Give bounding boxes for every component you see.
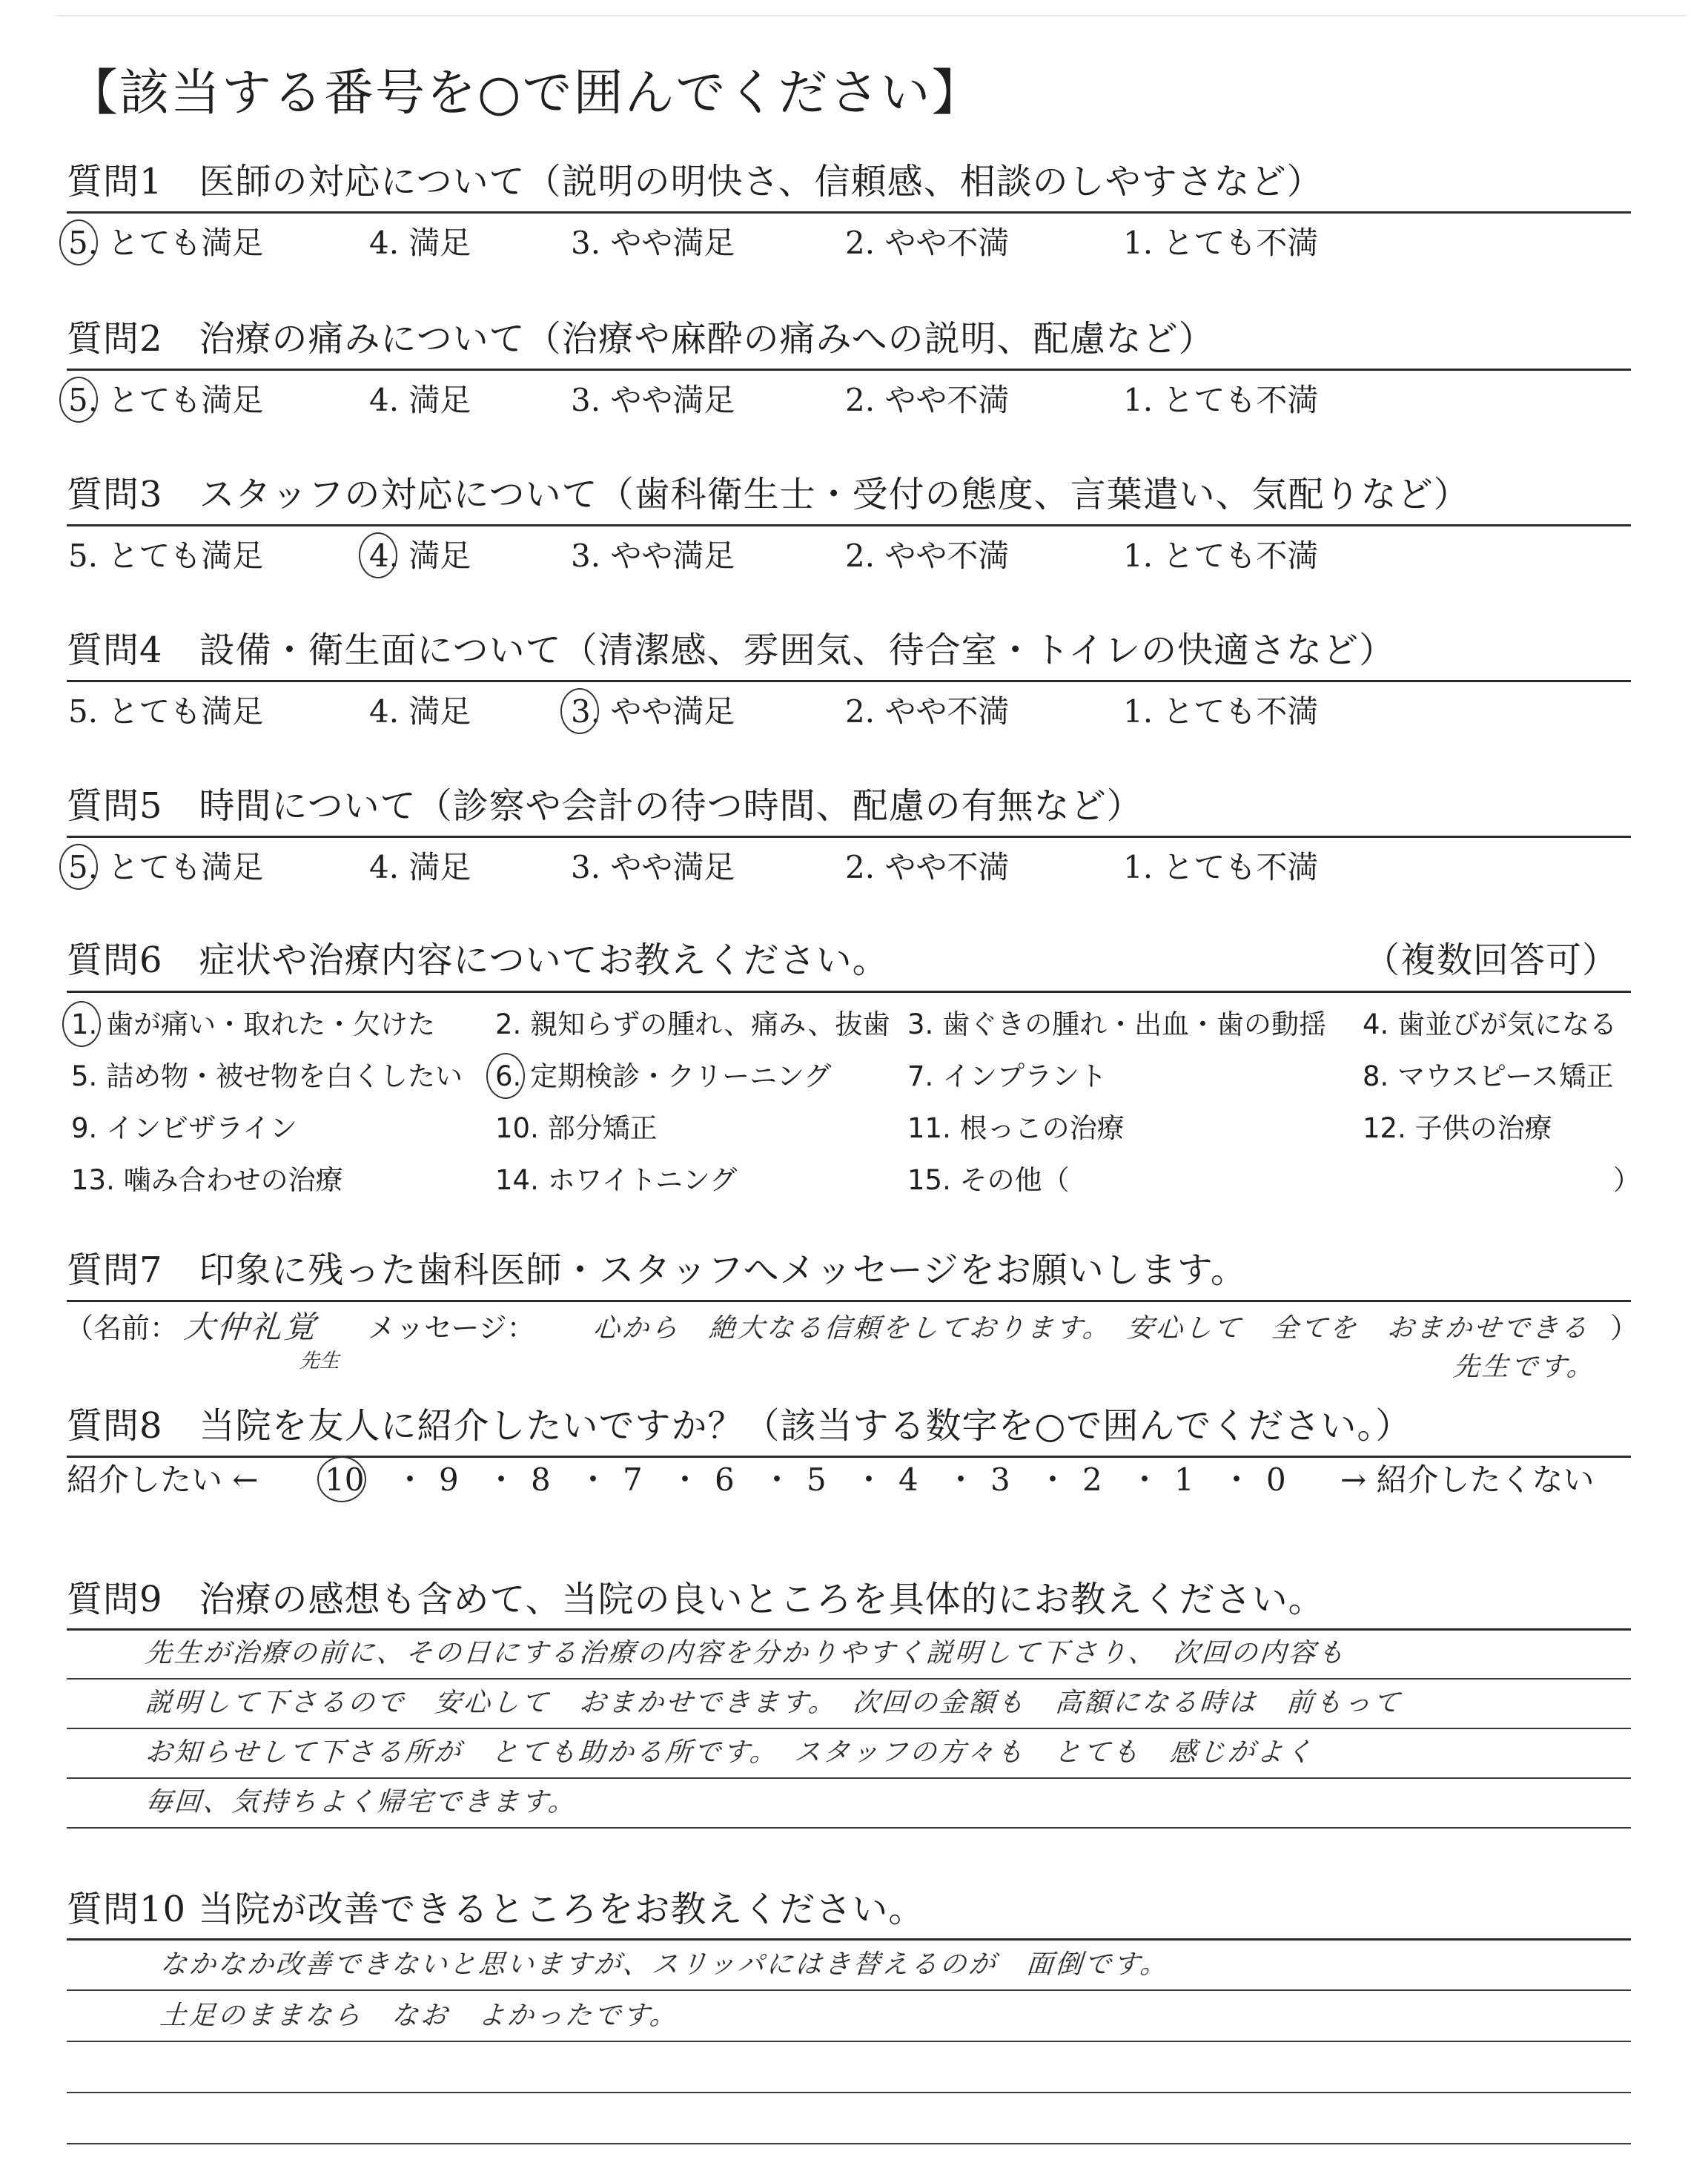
q7-name-suffix: 先生 <box>298 1350 341 1373</box>
q6-option-1[interactable]: 1. 歯が痛い・取れた・欠けた <box>71 1008 436 1040</box>
q6-option-11[interactable]: 11. 根っこの治療 <box>907 1112 1125 1144</box>
question-1-rule <box>67 211 1631 214</box>
q5-option-3[interactable]: 3. やや満足 <box>571 849 735 885</box>
q4-option-1[interactable]: 1. とても不満 <box>1123 693 1319 730</box>
question-4-title: 質問4 設備・衛生面について（清潔感、雰囲気、待合室・トイレの快適さなど） <box>67 630 1396 671</box>
q10-answer-line-2: 土足のままなら なお よかったです。 <box>159 2001 680 2031</box>
q6-option-13[interactable]: 13. 噛み合わせの治療 <box>71 1164 343 1196</box>
question-6-rule <box>67 991 1631 993</box>
q3-option-2[interactable]: 2. やや不満 <box>845 538 1010 574</box>
q7-message-line-2[interactable]: 先生です。 <box>1452 1352 1597 1382</box>
q5-selection-circle <box>59 844 98 890</box>
q2-selection-circle <box>59 377 98 423</box>
question-8-rule <box>67 1456 1631 1458</box>
q1-option-4[interactable]: 4. 満足 <box>369 225 471 261</box>
q8-separator: ・ <box>761 1462 793 1498</box>
q4-selection-circle <box>560 688 599 734</box>
q3-option-3[interactable]: 3. やや満足 <box>571 538 735 574</box>
q5-option-1[interactable]: 1. とても不満 <box>1123 849 1319 885</box>
q8-right-label: → 紹介したくない <box>1340 1462 1595 1498</box>
q4-option-3[interactable]: 3. やや満足 <box>571 693 735 730</box>
q6-option-4[interactable]: 4. 歯並びが気になる <box>1363 1008 1618 1040</box>
q6-option-12[interactable]: 12. 子供の治療 <box>1363 1112 1552 1144</box>
q6-option-9[interactable]: 9. インビザライン <box>71 1112 297 1144</box>
q8-scale-7[interactable]: 7 <box>623 1462 643 1498</box>
question-4-rule <box>67 680 1631 682</box>
question-3-rule <box>67 524 1631 526</box>
q6-option-2[interactable]: 2. 親知らずの腫れ、痛み、抜歯 <box>495 1008 890 1040</box>
q6-selection-circle-1 <box>62 1001 101 1047</box>
q8-scale-6[interactable]: 6 <box>715 1462 735 1498</box>
q8-separator: ・ <box>1129 1462 1161 1498</box>
q9-answer-line-1: 先生が治療の前に、その日にする治療の内容を分かりやすく説明して下さり、 次回の内容も <box>144 1638 1348 1668</box>
q6-option-14[interactable]: 14. ホワイトニング <box>495 1164 738 1196</box>
q9-answer-line-3: お知らせして下さる所が とても助かる所です。 スタッフの方々も とても 感じがよく <box>144 1737 1316 1768</box>
q1-selection-circle <box>59 219 98 265</box>
q8-scale-2[interactable]: 2 <box>1082 1462 1102 1498</box>
form-header: 【該当する番号を○で囲んでください】 <box>68 64 983 122</box>
q8-scale-0[interactable]: 0 <box>1266 1462 1286 1498</box>
q3-option-1[interactable]: 1. とても不満 <box>1123 538 1319 574</box>
q8-scale-9[interactable]: 9 <box>439 1462 459 1498</box>
question-9-rule <box>67 1628 1631 1631</box>
q9-answer-line <box>67 1777 1631 1779</box>
q5-option-5[interactable]: 5. とても満足 <box>68 849 264 885</box>
q6-option-10[interactable]: 10. 部分矯正 <box>495 1112 658 1144</box>
q2-option-5[interactable]: 5. とても満足 <box>68 382 264 418</box>
q4-option-4[interactable]: 4. 満足 <box>369 693 471 730</box>
q8-separator: ・ <box>945 1462 977 1498</box>
q8-separator: ・ <box>486 1462 517 1498</box>
question-5-rule <box>67 836 1631 838</box>
q8-separator: ・ <box>394 1462 426 1498</box>
q6-option-5[interactable]: 5. 詰め物・被せ物を白くしたい <box>71 1060 463 1092</box>
question-10-title: 質問10 当院が改善できるところをお教えください。 <box>67 1889 925 1930</box>
q8-separator: ・ <box>853 1462 885 1498</box>
q6-option-15-close: ） <box>1613 1164 1641 1196</box>
q3-option-5[interactable]: 5. とても満足 <box>68 538 264 574</box>
question-5-title: 質問5 時間について（診察や会計の待つ時間、配慮の有無など） <box>67 785 1143 827</box>
question-1-title: 質問1 医師の対応について（説明の明快さ、信頼感、相談のしやすさなど） <box>67 161 1323 202</box>
question-6-note: （複数回答可） <box>1364 939 1619 981</box>
question-3-title: 質問3 スタッフの対応について（歯科衛生士・受付の態度、言葉遣い、気配りなど） <box>67 474 1470 515</box>
q2-option-2[interactable]: 2. やや不満 <box>845 382 1010 418</box>
q8-scale-5[interactable]: 5 <box>807 1462 827 1498</box>
q10-answer-line <box>67 2041 1631 2042</box>
q6-option-3[interactable]: 3. 歯ぐきの腫れ・出血・歯の動揺 <box>907 1008 1327 1040</box>
q2-option-1[interactable]: 1. とても不満 <box>1123 382 1319 418</box>
q4-option-5[interactable]: 5. とても満足 <box>68 693 264 730</box>
q1-option-2[interactable]: 2. やや不満 <box>845 225 1010 261</box>
q6-option-6[interactable]: 6. 定期検診・クリーニング <box>495 1060 832 1092</box>
q8-scale-4[interactable]: 4 <box>898 1462 918 1498</box>
q4-option-2[interactable]: 2. やや不満 <box>845 693 1010 730</box>
question-7-rule <box>67 1300 1631 1302</box>
q1-option-5[interactable]: 5. とても満足 <box>68 225 264 261</box>
q3-option-4[interactable]: 4. 満足 <box>369 538 471 574</box>
q8-separator: ・ <box>577 1462 609 1498</box>
question-6-title: 質問6 症状や治療内容についてお教えください。 <box>67 939 889 981</box>
q8-scale-1[interactable]: 1 <box>1174 1462 1194 1498</box>
q2-option-4[interactable]: 4. 満足 <box>369 382 471 418</box>
q10-answer-line <box>67 2143 1631 2144</box>
q1-option-3[interactable]: 3. やや満足 <box>571 225 735 261</box>
q8-scale-3[interactable]: 3 <box>990 1462 1010 1498</box>
q8-separator: ・ <box>669 1462 701 1498</box>
q9-answer-line <box>67 1827 1631 1829</box>
question-9-title: 質問9 治療の感想も含めて、当院の良いところを具体的にお教えください。 <box>67 1579 1325 1620</box>
q6-option-8[interactable]: 8. マウスピース矯正 <box>1363 1060 1614 1092</box>
q10-answer-line <box>67 1989 1631 1991</box>
q6-option-7[interactable]: 7. インプラント <box>907 1060 1108 1092</box>
q9-answer-line <box>67 1678 1631 1680</box>
q7-close-paren: ） <box>1610 1312 1639 1344</box>
q10-answer-line-1: なかなか改善できないと思いますが、スリッパにはき替えるのが 面倒です。 <box>159 1949 1171 1980</box>
q7-name-label: （名前： <box>65 1312 179 1344</box>
q8-scale-10[interactable]: 10 <box>325 1462 365 1498</box>
q2-option-3[interactable]: 3. やや満足 <box>571 382 735 418</box>
q3-selection-circle <box>359 532 397 578</box>
q7-message-line-1[interactable]: 心から 絶大なる信頼をしております。 安心して 全てを おまかせできる <box>592 1313 1591 1344</box>
question-8-title: 質問8 当院を友人に紹介したいですか？（該当する数字を○で囲んでください。） <box>67 1405 1412 1447</box>
q8-separator: ・ <box>1221 1462 1253 1498</box>
q5-option-2[interactable]: 2. やや不満 <box>845 849 1010 885</box>
q8-selection-circle <box>317 1456 366 1502</box>
question-7-title: 質問7 印象に残った歯科医師・スタッフへメッセージをお願いします。 <box>67 1249 1247 1291</box>
top-border <box>56 15 1687 16</box>
question-10-rule <box>67 1938 1631 1941</box>
q9-answer-line-4: 毎回、気持ちよく帰宅できます。 <box>144 1787 578 1817</box>
q8-scale-8[interactable]: 8 <box>531 1462 551 1498</box>
q1-option-1[interactable]: 1. とても不満 <box>1123 225 1319 261</box>
q9-answer-line <box>67 1728 1631 1729</box>
question-2-rule <box>67 369 1631 371</box>
q8-separator: ・ <box>1037 1462 1069 1498</box>
q6-option-15[interactable]: 15. その他（ <box>907 1164 1070 1196</box>
q8-left-label: 紹介したい ← <box>67 1462 259 1498</box>
q5-option-4[interactable]: 4. 満足 <box>369 849 471 885</box>
question-2-title: 質問2 治療の痛みについて（治療や麻酔の痛みへの説明、配慮など） <box>67 318 1215 360</box>
q10-answer-line <box>67 2092 1631 2093</box>
q7-message-label: メッセージ： <box>368 1312 535 1344</box>
q9-answer-line-2: 説明して下さるので 安心して おまかせできます。 次回の金額も 高額になる時は 前もって <box>144 1688 1403 1718</box>
q6-selection-circle-6 <box>486 1053 525 1099</box>
q7-name-value[interactable]: 大仲礼覚 <box>182 1309 319 1345</box>
